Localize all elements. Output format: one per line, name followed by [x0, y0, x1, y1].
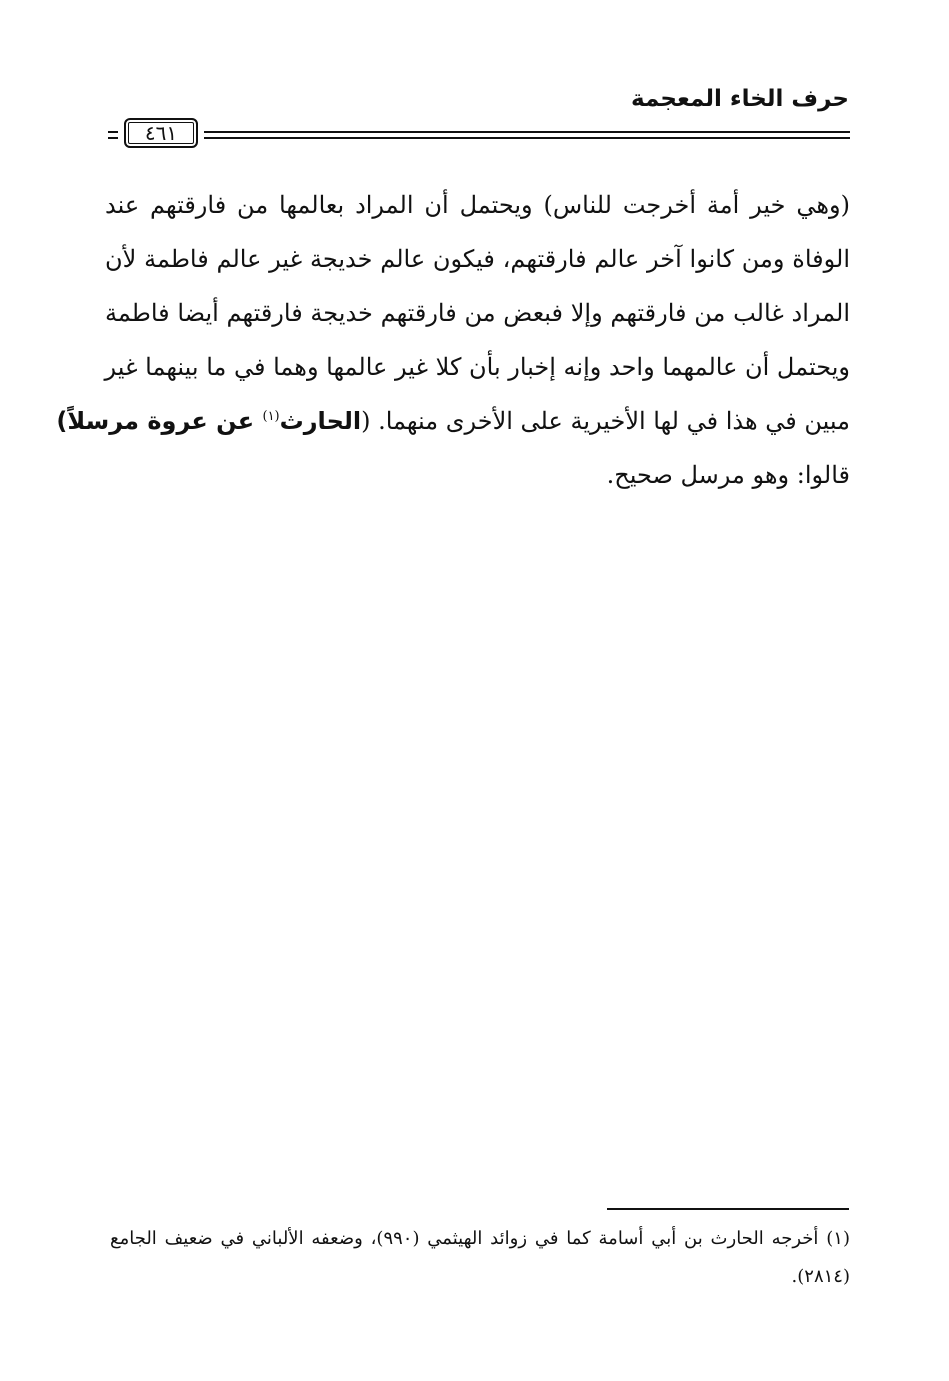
text-line-6: قالوا: وهو مرسل صحيح.	[606, 461, 850, 489]
text-line-4: ويحتمل أن عالمهما واحد وإنه إخبار بأن كلا غير عالمها وهما في ما بينهما غير	[104, 353, 850, 381]
text-line-1: (وهي خير أمة أخرجت للناس) ويحتمل أن المراد بعالمها من فارقتهم عند	[105, 191, 850, 219]
text-line-2: الوفاة ومن كانوا آخر عالم فارقتهم، فيكون عالم خديجة غير عالم فاطمة لأن	[105, 245, 850, 273]
footnote-line-2: (٢٨١٤).	[791, 1266, 850, 1287]
footnote-line-1: (١) أخرجه الحارث بن أبي أسامة كما في زوائد الهيثمي (٩٩٠)، وضعفه الألباني في ضعيف الجامع	[110, 1228, 850, 1249]
footnote-reference: (١)	[262, 409, 280, 424]
page-number: ٤٦١	[124, 118, 198, 148]
header-rule	[108, 118, 850, 152]
footnote	[110, 1220, 850, 1296]
footnote-separator	[607, 1208, 849, 1210]
hadith-source-chain: عن عروة مرسلاً	[67, 407, 263, 435]
running-header-title: حرف الخاء المعجمة	[631, 86, 849, 112]
header-rule-line-top	[204, 131, 850, 133]
closing-parenthesis: )	[56, 407, 68, 435]
header-rule-stub-top	[108, 131, 118, 133]
main-text	[56, 178, 850, 502]
text-line-5	[56, 394, 850, 448]
text-line-3: المراد غالب من فارقتهم وإلا فبعض من فارقتهم خديجة فارقتهم أيضا فاطمة	[105, 299, 850, 327]
text-line-5-plain: مبين في هذا في لها الأخيرية على الأخرى منهما. (	[361, 407, 850, 435]
hadith-source-name: الحارث	[279, 407, 362, 435]
header-rule-stub-bottom	[108, 137, 118, 139]
header-rule-line-bottom	[204, 137, 850, 139]
